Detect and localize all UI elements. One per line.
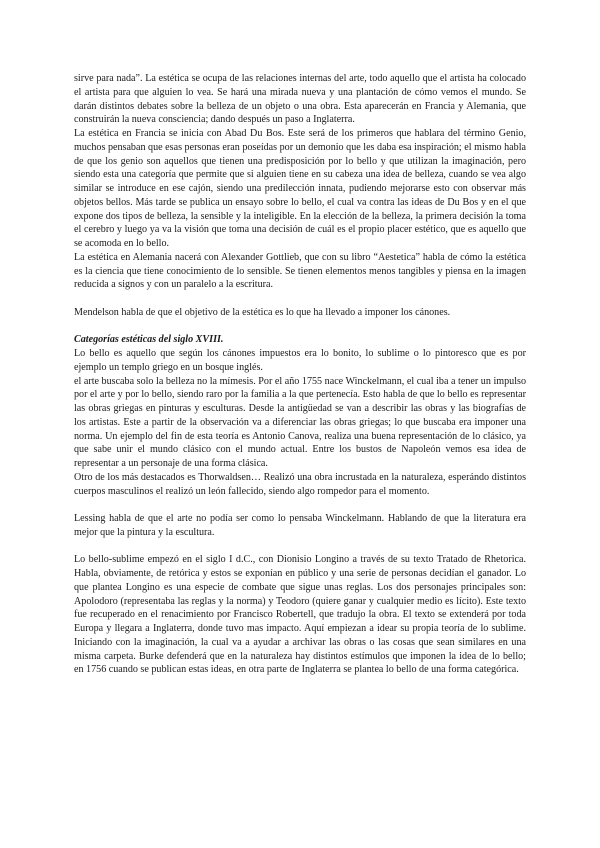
- paragraph-gap: [74, 540, 526, 554]
- paragraph-mendelson: Mendelson habla de que el objetivo de la estética es lo que ha llevado a imponer los cánones.: [74, 306, 451, 318]
- section-heading: Categorías estéticas del siglo XVIII.: [74, 334, 224, 346]
- paragraph-gap: [74, 320, 526, 334]
- paragraph-thorwaldsen: Otro de los más destacados es Thorwaldsen… Realizó una obra incrustada en la naturaleza, esperándo distintos cuerpos masculinos el realizó un león fallecido, siendo algo rompedor para el momento.: [74, 471, 526, 497]
- paragraph-germany: La estética en Alemania nacerá con Alexander Gottlieb, que con su libro “Aestetica” habla de cómo la estética es la ciencia que tiene conocimiento de lo sensible. Se tienen elementos menos tangibles y piensa en la imagen reducida a signos y con un paralelo a la escritura.: [74, 251, 526, 291]
- paragraph-bello: Lo bello es aquello que según los cánones impuestos era lo bonito, lo sublime o lo pintoresco que es por ejemplo un templo griego en un bosque inglés.: [74, 348, 526, 373]
- document-page: [74, 72, 526, 677]
- paragraph-france: La estética en Francia se inicia con Abad Du Bos. Este será de los primeros que hablara del término Genio, muchos pensaban que esas personas eran poseídas por un demonio que les daba esa inspiración; el mismo habla de que los genio son aquellos que tienen una predisposición por lo bello y que utilizan la imaginación, pero siendo esta una categoría que permite que si alguien tiene en su cabeza una idea de belleza, cuando se vea algo similar se introduce en ese cajón, siendo una predilección innata, pudiendo mejorarse esto con observar más objetos bellos. Más tarde se publica un ensayo sobre lo bello, el cual va contra las ideas de Du Bos y en el que expone dos tipos de belleza, la sensible y la inteligible. En la elección de la belleza, la primera decisión la toma el cerebro y luego ya va la visión que toma una decisión de cuál es el propio placer estético, que es aquello que se acomoda en lo bello.: [74, 128, 526, 249]
- paragraph-lessing: Lessing habla de que el arte no podía ser como lo pensaba Winckelmann. Hablando de que la literatura era mejor que la pintura y la escultura.: [74, 513, 526, 538]
- paragraph-winckelmann: el arte buscaba solo la belleza no la mímesis. Por el año 1755 nace Winckelmann, el cual iba a tener un impulso por el arte y por lo bello, siendo raro por la familia a la que pertenecía. Esto habla de que lo bello es representar las obras griegas en pinturas y esculturas. Desde la antigüedad se van a describir las obras y las biografías de los artistas. Este a partir de la observación va a diferenciar las obras griegas; lo que buscaba era imponer una norma. Un ejemplo del fin de esta teoría es Antonio Canova, realiza una buena representación de lo clásico, ya que sabe unir el mundo clásico con el mundo actual. Entre los bustos de Napoleón vemos esa idea de representar a un personaje de una forma clásica.: [74, 375, 526, 469]
- paragraph-intro: sirve para nada”. La estética se ocupa de las relaciones internas del arte, todo aquello que el artista ha colocado el artista para que alguien lo vea. Se hará una mirada nueva y una plantación de cómo vemos el mundo. Se darán distintos debates sobre la belleza de un objeto o una obra. Esta aparecerán en Francia y Alemania, que construirán la nueva consciencia; dando después un paso a Inglaterra.: [74, 73, 526, 126]
- paragraph-gap: [74, 292, 526, 306]
- paragraph-sublime: Lo bello-sublime empezó en el siglo I d.C., con Dionisio Longino a través de su texto Tratado de Rhetorica. Habla, obviamente, de retórica y estos se exponían en público y una serie de personas decidían el ganador. Lo que plantea Longino es una especie de combate que sigue unas reglas. Los dos personajes principales son: Apolodoro (representaba las reglas y la norma) y Teodoro (quiere ganar y cualquier medio es lícito). Este texto fue recuperado en el renacimiento por Francisco Robertell, que tradujo la obra. El texto se extenderá por toda Europa y llegara a Inglaterra, donde tuvo mas impacto. Aquí empiezan a idear su propia teoría de lo sublime. Iniciando con la imaginación, la cual va a ayudar a archivar las obras o las cosas que sean similares en una misma carpeta. Burke defenderá que en la naturaleza hay distintos estímulos que imponen la idea de lo bello; en 1756 cuando se publican estas ideas, en otra parte de Inglaterra se plantea lo bello de una forma categórica.: [74, 554, 526, 676]
- paragraph-gap: [74, 498, 526, 512]
